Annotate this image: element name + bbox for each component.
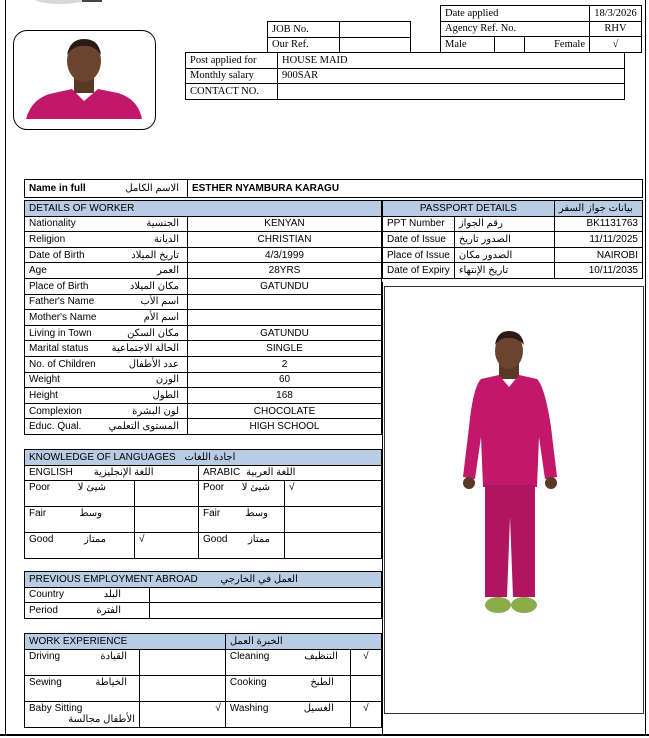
arabic-header — [199, 465, 382, 481]
detail-label: No. of Children — [29, 358, 96, 370]
skill-label-ar: الخياطة — [95, 676, 127, 688]
male-checkbox[interactable] — [495, 37, 525, 53]
children-value: 2 — [188, 356, 382, 372]
level-label: Poor — [29, 482, 51, 494]
english-fair-check[interactable] — [135, 507, 199, 533]
page-bottom-line — [0, 734, 649, 736]
cleaning-check[interactable]: √ — [350, 649, 381, 675]
portrait-icon — [14, 31, 156, 130]
place-of-issue-label-ar: الصدور مكان — [454, 247, 554, 263]
arabic-fair-check[interactable] — [285, 507, 382, 533]
our-ref-field[interactable] — [340, 37, 411, 53]
our-ref-label: Our Ref. — [268, 37, 340, 53]
date-of-issue-label-ar: الصدور تاريخ — [454, 232, 554, 248]
level-label-ar: ممتاز — [83, 534, 106, 546]
logo-fragment-dark — [82, 0, 102, 2]
detail-label-ar: تاريخ الميلاد — [131, 249, 179, 261]
level-label-ar: ممتاز — [247, 534, 270, 546]
detail-label-ar: المستوى التعلمي — [108, 421, 179, 433]
detail-label-ar: مكان السكن — [127, 327, 179, 339]
date-of-issue-label: Date of Issue — [383, 232, 455, 248]
ppt-number-value: BK1131763 — [554, 216, 642, 232]
detail-label-ar: عدد الأطفال — [128, 358, 179, 370]
level-label-ar: وسط — [245, 508, 268, 520]
job-no-field[interactable] — [340, 22, 411, 38]
detail-label: Father's Name — [29, 296, 95, 308]
experience-header-ar: الخبرة العمل — [225, 634, 381, 650]
detail-label-ar: الوزن — [155, 374, 179, 386]
detail-label-ar: اسم الأم — [143, 311, 179, 323]
passport-header: PASSPORT DETAILS — [383, 201, 555, 217]
baby-sitting-check[interactable]: √ — [140, 701, 226, 727]
skill-label: Cleaning — [229, 650, 270, 662]
languages-table — [24, 449, 382, 559]
employment-title-ar: العمل في الخارجي — [220, 573, 298, 585]
level-label: Fair — [203, 508, 221, 520]
female-label: Female — [525, 37, 590, 53]
post-applied-label: Post applied for — [186, 53, 278, 69]
experience-table — [24, 633, 382, 728]
name-label-cell — [25, 180, 188, 198]
ppt-number-label: PPT Number — [383, 216, 455, 232]
complexion-value: CHOCOLATE — [188, 403, 382, 419]
passport-table — [382, 200, 643, 279]
mother-name-value — [188, 310, 382, 326]
skill-label: Cooking — [229, 676, 267, 688]
level-label-ar: شيئ لا — [77, 482, 106, 494]
skill-label-ar: الأطفال مجالسة — [68, 713, 135, 725]
washing-check[interactable]: √ — [350, 701, 381, 727]
sewing-check[interactable] — [140, 675, 226, 701]
detail-label: Marital status — [29, 343, 89, 355]
date-applied-label: Date applied — [441, 6, 590, 22]
details-table — [24, 200, 382, 435]
date-of-expiry-label-ar: تاريخ الإنتهاء — [454, 263, 554, 279]
detail-label: Religion — [29, 233, 66, 245]
detail-label: Place of Birth — [29, 280, 89, 292]
employment-title: PREVIOUS EMPLOYMENT ABROAD — [29, 573, 198, 585]
ppt-number-label-ar: رقم الجواز — [454, 216, 554, 232]
detail-label: Weight — [29, 374, 60, 386]
female-checkbox[interactable]: √ — [590, 37, 642, 53]
detail-label-ar: الحالة الاجتماعية — [111, 343, 179, 355]
monthly-salary-value: 900SAR — [278, 68, 625, 84]
skill-label-ar: الغسيل — [303, 702, 334, 714]
arabic-poor-check[interactable]: √ — [285, 481, 382, 507]
religion-value: CHRISTIAN — [188, 232, 382, 248]
country-label-ar: البلد — [103, 589, 121, 601]
post-applied-value: HOUSE MAID — [278, 53, 625, 69]
skill-label-ar: التنظيف — [304, 650, 338, 662]
skill-label-ar: الطبخ — [310, 676, 334, 688]
detail-label: Educ. Qual. — [29, 421, 82, 433]
detail-label: Date of Birth — [29, 249, 85, 261]
arabic-label: ARABIC — [203, 467, 241, 479]
english-good-check[interactable]: √ — [135, 533, 199, 559]
detail-label-ar: اسم الأب — [140, 296, 179, 308]
experience-header-en: WORK EXPERIENCE — [25, 634, 226, 650]
date-of-issue-value: 11/11/2025 — [554, 232, 642, 248]
full-body-photo — [384, 286, 644, 714]
details-header: DETAILS OF WORKER — [25, 201, 382, 217]
detail-label-ar: العمر — [157, 265, 179, 277]
period-label: Period — [29, 604, 58, 616]
english-header — [25, 465, 199, 481]
level-label: Good — [29, 534, 54, 546]
detail-label-ar: الجنسية — [146, 218, 179, 230]
monthly-salary-label: Monthly salary — [186, 68, 278, 84]
detail-label-ar: الطول — [152, 389, 179, 401]
languages-header — [25, 450, 382, 466]
skill-label: Driving — [29, 650, 61, 662]
education-value: HIGH SCHOOL — [188, 419, 382, 435]
place-of-issue-label: Place of Issue — [383, 247, 455, 263]
weight-value: 60 — [188, 372, 382, 388]
arabic-label-ar: اللغة العربية — [246, 467, 296, 479]
period-value — [150, 603, 382, 619]
father-name-value — [188, 294, 382, 310]
languages-title: KNOWLEDGE OF LANGUAGES — [29, 451, 176, 463]
date-of-expiry-value: 10/11/2035 — [554, 263, 642, 279]
languages-title-ar: اجادة اللغات — [184, 451, 236, 463]
detail-label: Nationality — [29, 218, 76, 230]
contact-no-label: CONTACT NO. — [186, 84, 278, 100]
detail-label: Living in Town — [29, 327, 92, 339]
level-label: Good — [203, 534, 228, 546]
employment-header — [25, 572, 382, 588]
full-name-value: ESTHER NYAMBURA KARAGU — [188, 180, 643, 198]
detail-label: Mother's Name — [29, 311, 97, 323]
post-applied-table — [185, 52, 625, 100]
date-agency-table — [440, 5, 642, 53]
place-of-issue-value: NAIROBI — [554, 247, 642, 263]
agency-ref-label: Agency Ref. No. — [441, 21, 590, 37]
age-value: 28YRS — [188, 263, 382, 279]
agency-ref-value: RHV — [590, 21, 642, 37]
skill-label: Baby Sitting — [29, 702, 83, 714]
dob-value: 4/3/1999 — [188, 247, 382, 263]
english-poor-check[interactable] — [135, 481, 199, 507]
driving-check[interactable] — [140, 649, 226, 675]
job-ref-table — [267, 21, 411, 53]
nationality-value: KENYAN — [188, 216, 382, 232]
name-label-ar: الاسم الكامل — [125, 183, 179, 194]
passport-header-ar: بيانات جواز السفر — [554, 201, 642, 217]
english-label-ar: اللغة الإنجليزية — [93, 467, 154, 479]
level-label: Fair — [29, 508, 47, 520]
country-value — [150, 587, 382, 603]
employment-table — [24, 571, 382, 619]
full-body-figure-icon — [385, 287, 642, 712]
height-value: 168 — [188, 388, 382, 404]
name-label: Name in full — [29, 183, 86, 194]
cooking-check[interactable] — [350, 675, 381, 701]
detail-label-ar: لون البشرة — [132, 405, 179, 417]
place-of-birth-value: GATUNDU — [188, 278, 382, 294]
job-no-label: JOB No. — [268, 22, 340, 38]
contact-no-value — [278, 84, 625, 100]
skill-label-ar: القيادة — [100, 650, 127, 662]
detail-label-ar: الديانة — [153, 233, 179, 245]
passport-photo — [13, 30, 156, 130]
level-label: Poor — [203, 482, 225, 494]
english-label: ENGLISH — [29, 467, 73, 479]
arabic-good-check[interactable] — [285, 533, 382, 559]
detail-label: Age — [29, 265, 47, 277]
marital-status-value: SINGLE — [188, 341, 382, 357]
name-table — [24, 179, 643, 198]
country-label: Country — [29, 589, 65, 601]
detail-label: Complexion — [29, 405, 82, 417]
skill-label: Washing — [229, 702, 269, 714]
level-label-ar: شيئ لا — [241, 482, 270, 494]
male-label: Male — [441, 37, 495, 53]
skill-label: Sewing — [29, 676, 62, 688]
date-of-expiry-label: Date of Expiry — [383, 263, 455, 279]
period-label-ar: الفترة — [96, 604, 121, 616]
date-applied-value: 18/3/2026 — [590, 6, 642, 22]
level-label-ar: وسط — [79, 508, 102, 520]
detail-label: Height — [29, 389, 58, 401]
detail-label-ar: مكان الميلاد — [129, 280, 179, 292]
living-town-value: GATUNDU — [188, 325, 382, 341]
